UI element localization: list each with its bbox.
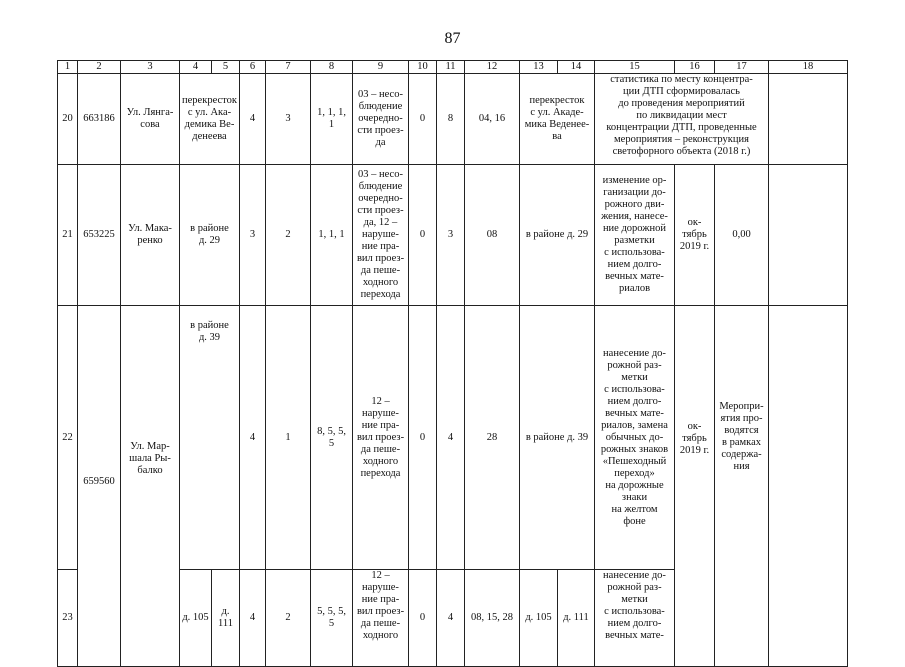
cell-col12: 08, 15, 28 bbox=[465, 570, 520, 667]
cell-col8: 1, 1, 1 bbox=[311, 165, 353, 306]
row-number: 23 bbox=[58, 570, 78, 667]
table-row bbox=[58, 306, 848, 570]
cell-col10: 0 bbox=[409, 74, 437, 165]
violation-type: 03 – несо- блюдение очередно- сти проез- да bbox=[353, 74, 409, 165]
header-cell: 7 bbox=[266, 61, 311, 74]
location: в районе д. 39 bbox=[180, 306, 240, 570]
cell-col8: 1, 1, 1, 1 bbox=[311, 74, 353, 165]
cell-col18 bbox=[769, 165, 848, 306]
cell-col11: 8 bbox=[437, 74, 465, 165]
header-cell: 17 bbox=[715, 61, 769, 74]
header-cell: 11 bbox=[437, 61, 465, 74]
cost: Меропри- ятия про- водятся в рамках содержа- ния bbox=[715, 306, 769, 667]
violation-type: 12 – наруше- ние пра- вил проез- да пеше- ходного перехода bbox=[353, 306, 409, 570]
accident-id: 653225 bbox=[78, 165, 121, 306]
cell-col10: 0 bbox=[409, 570, 437, 667]
header-cell: 5 bbox=[212, 61, 240, 74]
location-b-to: д. 111 bbox=[558, 570, 595, 667]
row-number: 21 bbox=[58, 165, 78, 306]
measures: нанесение до- рожной раз- метки с использова- нием долго- вечных мате- риалов, замена обычных до- рожных знаков «Пешеходный переход» на дорожные знаки на желтом фоне bbox=[595, 306, 675, 570]
cell-col7: 2 bbox=[266, 165, 311, 306]
cell-col6: 4 bbox=[240, 74, 266, 165]
deadline: ок- тябрь 2019 г. bbox=[675, 165, 715, 306]
header-cell: 15 bbox=[595, 61, 675, 74]
header-cell: 18 bbox=[769, 61, 848, 74]
cell-col12: 28 bbox=[465, 306, 520, 570]
street-name: Ул. Мака- ренко bbox=[121, 165, 180, 306]
cell-col10: 0 bbox=[409, 165, 437, 306]
page-number: 87 bbox=[444, 30, 461, 47]
road-accident-table bbox=[57, 60, 848, 667]
measures-note: статистика по месту концентра- ции ДТП сформировалась до проведения мероприятий по ликвидации мест концентрации ДТП, проведенные мероприятия – реконструкция светофорного объекта (2018 г.) bbox=[595, 74, 769, 165]
cell-col12: 04, 16 bbox=[465, 74, 520, 165]
column-number-row bbox=[58, 61, 848, 74]
header-cell: 2 bbox=[78, 61, 121, 74]
cell-col10: 0 bbox=[409, 306, 437, 570]
cell-col18 bbox=[769, 74, 848, 165]
header-cell: 6 bbox=[240, 61, 266, 74]
header-cell: 16 bbox=[675, 61, 715, 74]
accident-id: 663186 bbox=[78, 74, 121, 165]
header-cell: 14 bbox=[558, 61, 595, 74]
street-name: Ул. Лянга- сова bbox=[121, 74, 180, 165]
header-cell: 12 bbox=[465, 61, 520, 74]
cell-col11: 4 bbox=[437, 570, 465, 667]
header-cell: 13 bbox=[520, 61, 558, 74]
cell-col6: 4 bbox=[240, 306, 266, 570]
measures: изменение ор- ганизации до- рожного дви- жения, нанесе- ние дорожной разметки с использова- нием долго- вечных мате- риалов bbox=[595, 165, 675, 306]
street-name: Ул. Мар- шала Ры- балко bbox=[121, 306, 180, 667]
location-b: в районе д. 39 bbox=[520, 306, 595, 570]
cell-col8: 5, 5, 5, 5 bbox=[311, 570, 353, 667]
location-from: д. 105 bbox=[180, 570, 212, 667]
location: в районе д. 29 bbox=[180, 165, 240, 306]
cost: 0,00 bbox=[715, 165, 769, 306]
cell-col8: 8, 5, 5, 5 bbox=[311, 306, 353, 570]
header-cell: 9 bbox=[353, 61, 409, 74]
table-row bbox=[58, 165, 848, 306]
location: перекресток с ул. Ака- демика Ве- денеева bbox=[180, 74, 240, 165]
cell-col11: 3 bbox=[437, 165, 465, 306]
location-b: в районе д. 29 bbox=[520, 165, 595, 306]
cell-col6: 4 bbox=[240, 570, 266, 667]
cell-col7: 2 bbox=[266, 570, 311, 667]
header-cell: 3 bbox=[121, 61, 180, 74]
cell-col18 bbox=[769, 306, 848, 667]
violation-type: 03 – несо- блюдение очередно- сти проез- да, 12 – наруше- ние пра- вил проез- да пеше- ходного перехода bbox=[353, 165, 409, 306]
location-to: д. 111 bbox=[212, 570, 240, 667]
cell-col6: 3 bbox=[240, 165, 266, 306]
location-b-from: д. 105 bbox=[520, 570, 558, 667]
table-row bbox=[58, 74, 848, 165]
header-cell: 10 bbox=[409, 61, 437, 74]
cell-col12: 08 bbox=[465, 165, 520, 306]
cell-col7: 1 bbox=[266, 306, 311, 570]
header-cell: 4 bbox=[180, 61, 212, 74]
deadline: ок- тябрь 2019 г. bbox=[675, 306, 715, 667]
header-cell: 8 bbox=[311, 61, 353, 74]
violation-type: 12 – наруше- ние пра- вил проез- да пеше- ходного bbox=[353, 570, 409, 667]
measures: нанесение до- рожной раз- метки с использова- нием долго- вечных мате- bbox=[595, 570, 675, 667]
accident-id: 659560 bbox=[78, 306, 121, 667]
row-number: 20 bbox=[58, 74, 78, 165]
location-b: перекресток с ул. Акаде- мика Веденее- ва bbox=[520, 74, 595, 165]
header-cell: 1 bbox=[58, 61, 78, 74]
row-number: 22 bbox=[58, 306, 78, 570]
cell-col7: 3 bbox=[266, 74, 311, 165]
cell-col11: 4 bbox=[437, 306, 465, 570]
